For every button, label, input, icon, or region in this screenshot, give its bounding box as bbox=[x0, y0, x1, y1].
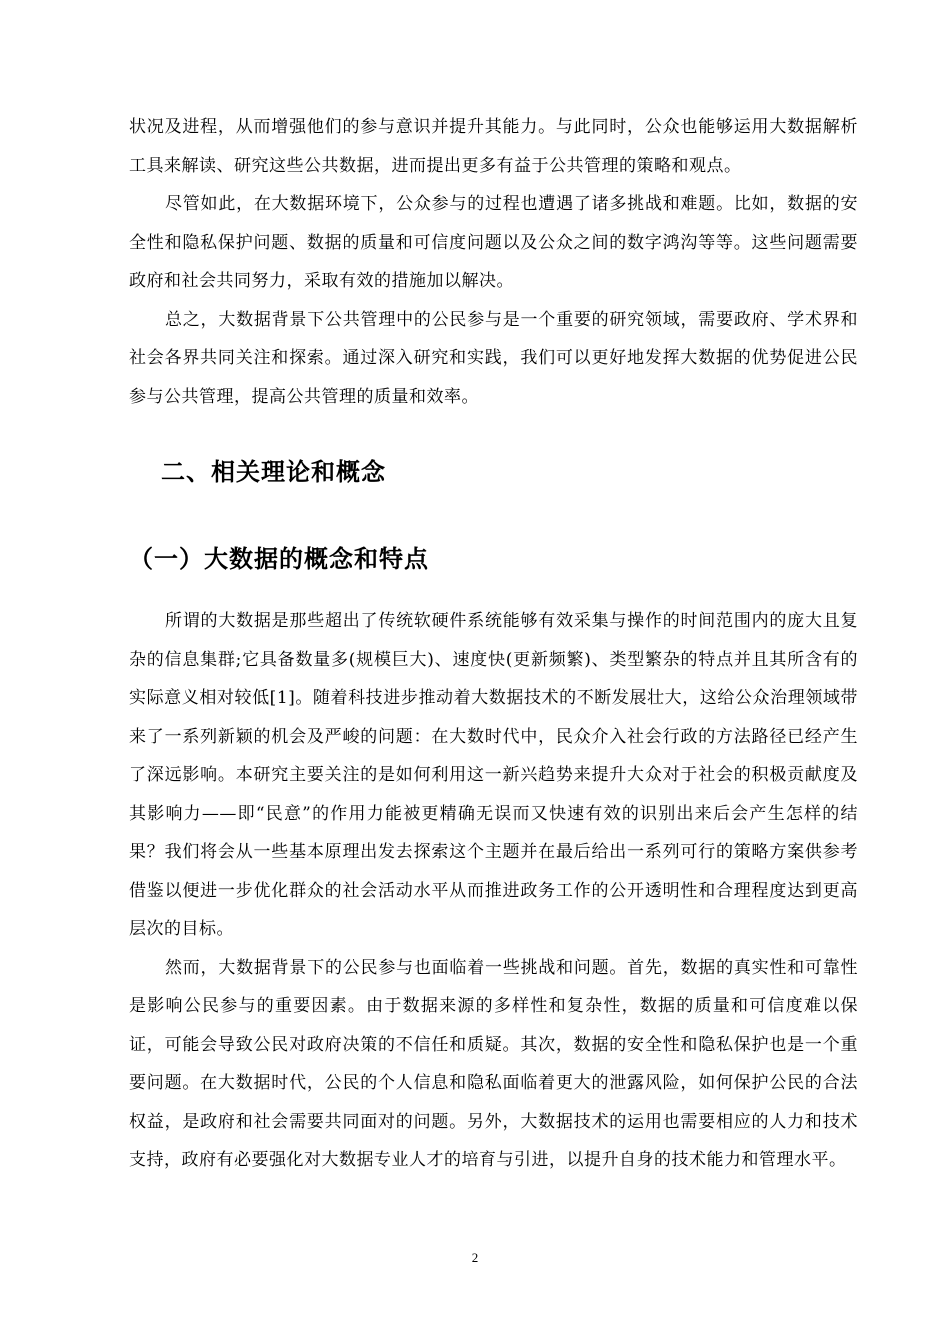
body-paragraph: 然而，大数据背景下的公民参与也面临着一些挑战和问题。首先，数据的真实性和可靠性是影响公民参与的重要因素。由于数据来源的多样性和复杂性，数据的质量和可信度难以保证，可能会导致公民对政府决策的不信任和质疑。其次，数据的安全性和隐私保护也是一个重要问题。在大数据时代，公民的个人信息和隐私面临着更大的泄露风险，如何保护公民的合法权益，是政府和社会需要共同面对的问题。另外，大数据技术的运用也需要相应的人力和技术支持，政府有必要强化对大数据专业人才的培育与引进，以提升自身的技术能力和管理水平。 bbox=[129, 957, 858, 1170]
body-paragraph: 所谓的大数据是那些超出了传统软硬件系统能够有效采集与操作的时间范围内的庞大且复杂的信息集群;它具备数量多(规模巨大)、速度快(更新频繁)、类型繁杂的特点并且其所含有的实际意义相对较低[1]。随着科技进步推动着大数据技术的不断发展壮大，这给公众治理领域带来了一系列新颖的机会及严峻的问题：在大数时代中，民众介入社会行政的方法路径已经产生了深远影响。本研究主要关注的是如何利用这一新兴趋势来提升大众对于社会的积极贡献度及其影响力——即“民意”的作用力能被更精确无误而又快速有效的识别出来后会产生怎样的结果？我们将会从一些基本原理出发去探索这个主题并在最后给出一系列可行的策略方案供参考借鉴以便进一步优化群众的社会活动水平从而推进政务工作的公开透明性和合理程度达到更高层次的目标。 bbox=[129, 611, 858, 939]
body-paragraph: 总之，大数据背景下公共管理中的公民参与是一个重要的研究领域，需要政府、学术界和社会各界共同关注和探索。通过深入研究和实践，我们可以更好地发挥大数据的优势促进公民参与公共管理，提高公共管理的质量和效率。 bbox=[129, 309, 858, 407]
page-content bbox=[129, 108, 858, 1180]
subsection-heading: （一）大数据的概念和特点 bbox=[129, 545, 429, 573]
body-paragraph: 状况及进程，从而增强他们的参与意识并提升其能力。与此同时，公众也能够运用大数据解析工具来解读、研究这些公共数据，进而提出更多有益于公共管理的策略和观点。 bbox=[129, 117, 858, 176]
section-heading: 二、相关理论和概念 bbox=[161, 458, 386, 486]
body-paragraph: 尽管如此，在大数据环境下，公众参与的过程也遭遇了诸多挑战和难题。比如，数据的安全性和隐私保护问题、数据的质量和可信度问题以及公众之间的数字鸿沟等等。这些问题需要政府和社会共同努力，采取有效的措施加以解决。 bbox=[129, 194, 858, 291]
page-number: 2 bbox=[471, 1250, 479, 1265]
